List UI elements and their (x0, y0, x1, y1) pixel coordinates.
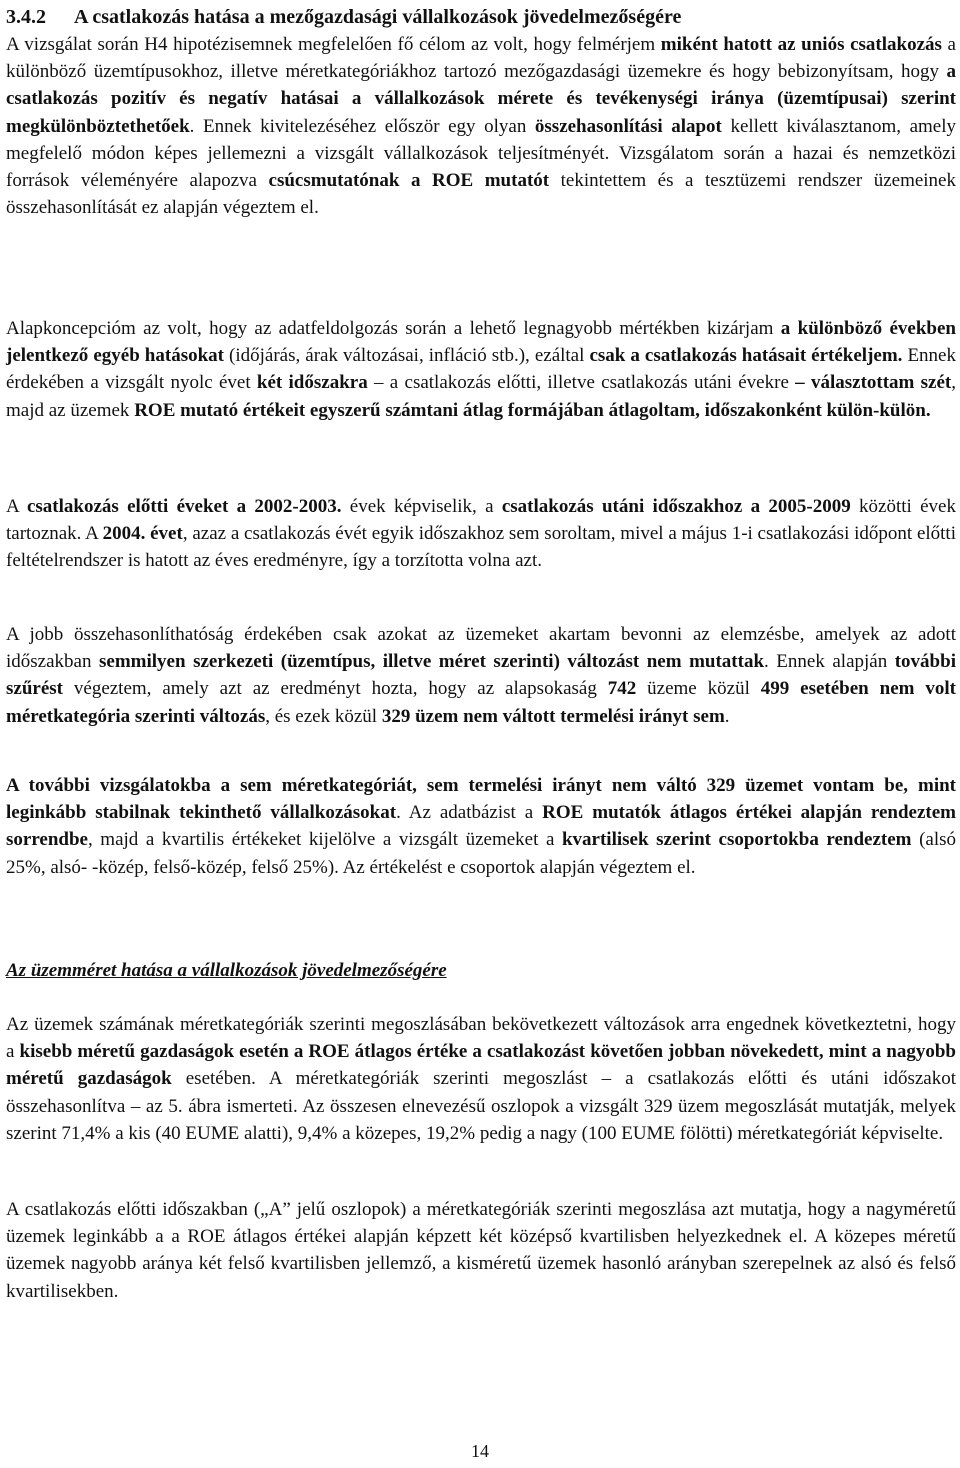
section-heading (6, 4, 956, 30)
page-number: 14 (471, 1441, 489, 1461)
bold-text-run: ROE mutatók átlagos értékei alapján rendeztem sorrendbe (6, 802, 956, 851)
bold-text-run: 742 (607, 678, 637, 700)
text-run: , és ezek közül (265, 705, 382, 727)
text-run: A (6, 496, 27, 517)
paragraph-quartiles (6, 772, 956, 881)
bold-text-run: kvartilisek szerint csoportokba rendeztem (561, 829, 912, 851)
paragraph-periods (6, 493, 956, 575)
text-run: . Az adatbázist a (396, 802, 543, 824)
bold-text-run: 2004. évet (102, 523, 183, 545)
text-run: esetében. A méretkategóriák szerinti megoszlást – a csatlakozás előtti és utáni időszakot összehasonlítva – az 5. ábra ismerteti. Az összesen elnevezésű oszlopok a vizsgált 329 üzem megoszlását mutatják, melyek szerint 71,4% a kis (40 EUME alatti), 9,4% a közepes, 19,2% pedig a nagy (100 EUME fölötti) méretkategóriát képviselte. (6, 1068, 956, 1144)
paragraph-concept (6, 315, 956, 424)
bold-text-run: 499 esetében nem volt méretkategória szerinti változás (6, 678, 956, 727)
text-run: végeztem, amely azt az eredményt hozta, hogy az alapsokaság (62, 678, 608, 700)
bold-text-run: csúcsmutatónak a ROE mutatót (268, 170, 550, 192)
text-run: tekintettem és a tesztüzemi rendszer üzemeinek összehasonlítását ez alapján végeztem el. (6, 170, 956, 219)
bold-text-run: összehasonlítási alapot (534, 115, 722, 137)
text-run: , majd a kvartilis értékeket kijelölve a vizsgált üzemeket a (87, 829, 562, 851)
bold-text-run: ROE mutató értékeit egyszerű számtani átlag formájában átlagoltam, időszakonként külön-külön. (134, 399, 931, 421)
paragraph-aim (6, 31, 956, 221)
bold-text-run: két időszakra (256, 372, 368, 394)
bold-text-run: csak a csatlakozás hatásait értékeljem. (589, 345, 903, 367)
text-run: évek képviselik, a (341, 496, 502, 517)
subheading: Az üzemméret hatása a vállalkozások jövedelmezőségére (6, 960, 447, 981)
text-run: Alapkoncepcióm az volt, hogy az adatfeldolgozás során a lehető legnagyobb mértékben kizárjam (6, 318, 781, 339)
text-run: kellett kiválasztanom, amely megfelelő módon képes jellemezni a vizsgált vállalkozások teljesítményét. Vizsgálatom során a hazai és nemzetközi források véleményére alapozva (6, 115, 956, 192)
text-run: . Ennek alapján (764, 651, 895, 673)
text-run: közötti évek tartoznak. A (6, 496, 956, 545)
section-title: A csatlakozás hatása a mezőgazdasági vállalkozások jövedelmezőségére (74, 6, 682, 28)
text-run: – a csatlakozás előtti, illetve csatlakozás utáni évekre (367, 372, 796, 394)
paragraph-filtering (6, 621, 956, 730)
bold-text-run: kisebb méretű gazdaságok esetén a ROE átlagos értéke a csatlakozást követően jobban növekedett, mint a nagyobb méretű gazdaságok (6, 1041, 957, 1090)
bold-text-run: A további vizsgálatokba a sem méretkategóriát, sem termelési irányt nem váltó 329 üzemet vontam be, mint leginkább stabilnak tekinthető vállalkozásokat (6, 775, 956, 824)
text-run: (alsó 25%, alsó- -közép, felső-közép, felső 25%). Az értékelést e csoportok alapján végeztem el. (6, 829, 957, 878)
bold-text-run: semmilyen szerkezeti (üzemtípus, illetve méret szerinti) változást nem mutattak (99, 651, 765, 673)
text-run: Ennek érdekében a vizsgált nyolc évet (6, 345, 956, 394)
text-run: üzeme közül (636, 678, 761, 700)
text-run: , majd az üzemek (6, 372, 957, 421)
bold-text-run: csatlakozás utáni időszakhoz a 2005-2009 (501, 496, 851, 517)
text-run: . Ennek kivitelezéséhez először egy olyan (189, 115, 535, 137)
text-run: A csatlakozás előtti időszakban („A” jelű oszlopok) a méretkategóriák szerinti megoszlása azt mutatja, hogy a nagyméretű üzemek leginkább a a ROE átlagos értékei alapján képzett két középső kvartilisben helyezkednek el. A közepes méretű üzemek nagyobb aránya két felső kvartilisben jellemző, a kisméretű üzemek hasonló arányban szerepelnek az alsó és felső kvartilisekben. (6, 1199, 956, 1302)
bold-text-run: további szűrést (6, 651, 956, 700)
bold-text-run: a csatlakozás pozitív és negatív hatásai a vállalkozások mérete és tevékenységi iránya (üzemtípusai) szerint megkülönböztethetőek (6, 61, 956, 137)
text-run: Az üzemek számának méretkategóriák szerinti megoszlásában bekövetkezett változások arra engednek következtetni, hogy a (6, 1014, 956, 1063)
bold-text-run: 329 üzem nem váltott termelési irányt sem (381, 705, 725, 727)
bold-text-run: miként hatott az uniós csatlakozás (660, 34, 942, 55)
text-run: (időjárás, árak változásai, infláció stb.), ezáltal (223, 345, 590, 367)
paragraph-pre-accession (6, 1196, 956, 1305)
text-run: A vizsgálat során H4 hipotézisemnek megfelelően fő célom az volt, hogy felmérjem (6, 34, 661, 55)
bold-text-run: a különböző években jelentkező egyéb hatásokat (6, 318, 956, 367)
text-run: . (724, 705, 730, 727)
text-run: , azaz a csatlakozás évét egyik időszakhoz sem soroltam, mivel a május 1-i csatlakozási időpont előtti feltételrendszer is hatott az éves eredményre, így a torzította volna azt. (6, 523, 956, 572)
section-number: 3.4.2 (6, 6, 46, 28)
text-run: A jobb összehasonlíthatóság érdekében csak azokat az üzemeket akartam bevonni az elemzésbe, amelyek az adott időszakban (6, 624, 956, 673)
bold-text-run: csatlakozás előtti éveket a 2002-2003. (26, 496, 342, 517)
paragraph-size-distribution (6, 1011, 956, 1147)
text-run: a különböző üzemtípusokhoz, illetve méretkategóriákhoz tartozó mezőgazdasági üzemekre és hogy bebizonyítsam, hogy (6, 34, 956, 83)
bold-text-run: – választottam szét (795, 372, 952, 394)
